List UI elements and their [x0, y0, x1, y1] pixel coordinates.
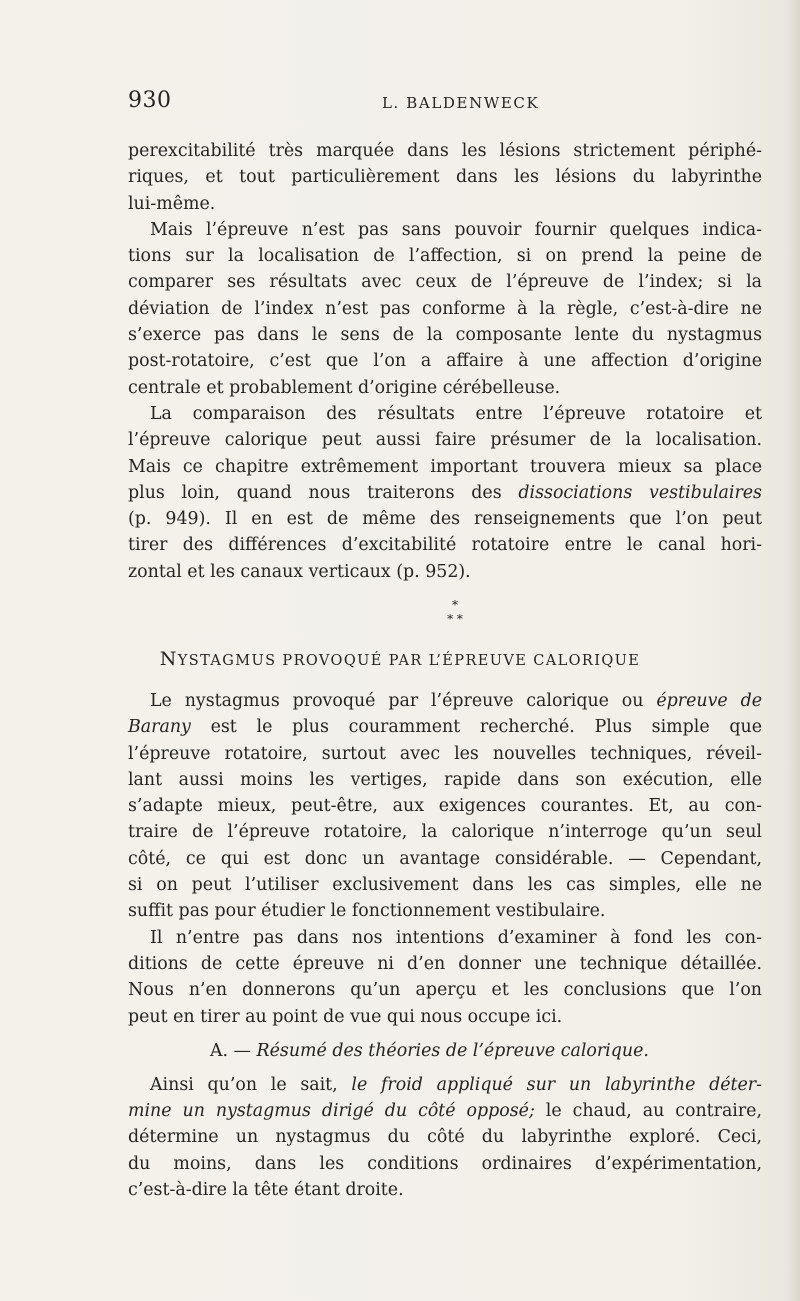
- text-line: suffit pas pour étudier le fonctionnement vestibulaire.: [128, 901, 606, 922]
- text-line: comparer ses résultats avec ceux de l’épreuve de l’index; si la: [128, 272, 762, 293]
- text-line: (p. 949). Il en est de même des renseignements que l’on peut: [128, 509, 762, 530]
- body-text-upper: [128, 138, 762, 585]
- text-line: centrale et probablement d’origine cérébelleuse.: [128, 377, 561, 398]
- text-line: lui-même.: [128, 193, 216, 214]
- text-line: riques, et tout particulièrement dans les lésions du labyrinthe: [128, 167, 762, 188]
- text-run: Ainsi qu’on le sait,: [150, 1074, 352, 1095]
- italic-term: Barany: [128, 717, 191, 738]
- text-line: déviation de l’index n’est pas conforme à la règle, c’est-à-dire ne: [128, 298, 762, 319]
- asterisk-top: *: [452, 598, 458, 612]
- text-line: [128, 1098, 762, 1124]
- text-line: Il n’entre pas dans nos intentions d’examiner à fond les con-: [150, 927, 762, 948]
- body-text-lower: [128, 688, 762, 1203]
- text-line: tions sur la localisation de l’affection, si on prend la peine de: [128, 246, 762, 267]
- text-line: ditions de cette épreuve ni d’en donner une technique détaillée.: [128, 953, 762, 974]
- text-line: post-rotatoire, c’est que l’on a affaire à une affection d’origine: [128, 351, 762, 372]
- asterisk-bottom: * *: [447, 612, 463, 626]
- italic-term: mine un nystagmus dirigé du côté opposé;: [128, 1101, 535, 1122]
- text-line: peut en tirer au point de vue qui nous occupe ici.: [128, 1006, 563, 1027]
- text-line: si on peut l’utiliser exclusivement dans les cas simples, elle ne: [128, 875, 762, 896]
- text-line: tirer des différences d’excitabilité rotatoire entre le canal hori-: [128, 535, 762, 556]
- page-number: 930: [128, 88, 172, 113]
- text-line: l’épreuve rotatoire, surtout avec les nouvelles techniques, réveil-: [128, 743, 762, 764]
- section-heading: [0, 648, 800, 670]
- text-line: [128, 688, 762, 714]
- subheading-prefix: A. —: [210, 1040, 257, 1061]
- page-header: [128, 88, 768, 118]
- text-line: Mais ce chapitre extrêmement important trouvera mieux sa place: [128, 456, 762, 477]
- text-line: [128, 714, 762, 740]
- text-run: le chaud, au contraire,: [534, 1101, 763, 1122]
- text-line: s’adapte mieux, peut-être, aux exigences courantes. Et, au con-: [128, 796, 762, 817]
- text-run: est le plus couramment recherché. Plus simple que: [190, 717, 762, 738]
- text-line: Mais l’épreuve n’est pas sans pouvoir fournir quelques indica-: [150, 219, 762, 240]
- text-line: La comparaison des résultats entre l’épreuve rotatoire et: [150, 403, 762, 424]
- text-line: Nous n’en donnerons qu’un aperçu et les conclusions que l’on: [128, 980, 762, 1001]
- text-line: détermine un nystagmus du côté du labyrinthe exploré. Ceci,: [128, 1127, 762, 1148]
- text-line: s’exerce pas dans le sens de la composante lente du nystagmus: [128, 325, 762, 346]
- heading-initial: N: [159, 648, 178, 670]
- section-separator-asterisks: [440, 598, 470, 626]
- text-line: [128, 1072, 762, 1098]
- text-line: du moins, dans les conditions ordinaires d’expérimentation,: [128, 1153, 762, 1174]
- italic-term: épreuve de: [656, 691, 762, 711]
- italic-term: le froid appliqué sur un labyrinthe déter-: [351, 1074, 762, 1095]
- text-line: perexcitabilité très marquée dans les lésions strictement périphé-: [128, 141, 762, 161]
- text-line: côté, ce qui est donc un avantage considérable. — Cependant,: [128, 848, 762, 869]
- text-line: lant aussi moins les vertiges, rapide dans son exécution, elle: [128, 769, 762, 790]
- text-run: plus loin, quand nous traiterons des: [128, 482, 502, 503]
- subsection-heading: [128, 1030, 762, 1072]
- text-line: zontal et les canaux verticaux (p. 952).: [128, 561, 471, 582]
- heading-rest: YSTAGMUS PROVOQUÉ PAR L’ÉPREUVE CALORIQUE: [177, 653, 641, 669]
- italic-term: dissociations vestibulaires: [518, 482, 762, 503]
- text-line: [128, 480, 762, 506]
- text-line: c’est-à-dire la tête étant droite.: [128, 1180, 404, 1201]
- text-line: l’épreuve calorique peut aussi faire présumer de la localisation.: [128, 430, 762, 451]
- running-head: L. BALDENWECK: [382, 94, 540, 112]
- text-line: traire de l’épreuve rotatoire, la calorique n’interroge qu’un seul: [128, 822, 762, 843]
- subheading-title: Résumé des théories de l’épreuve calorique.: [256, 1040, 649, 1061]
- text-run: Le nystagmus provoqué par l’épreuve calorique ou: [150, 691, 644, 711]
